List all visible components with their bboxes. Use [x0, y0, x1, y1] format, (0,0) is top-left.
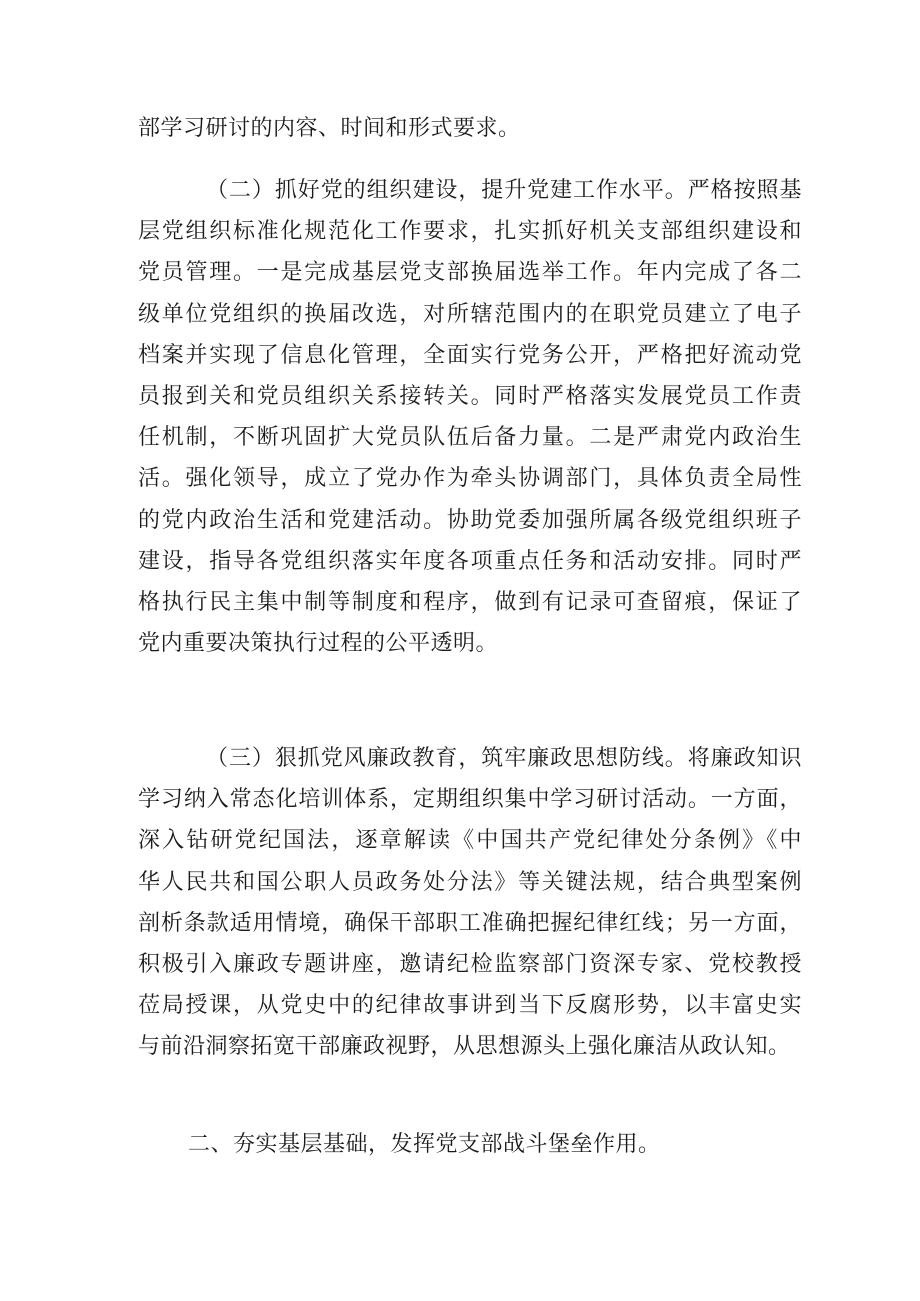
- paragraph-line: 的党内政治生活和党建活动。协助党委加强所属各级党组织班子: [138, 507, 802, 533]
- paragraph-line: （三）狠抓党风廉政教育，筑牢廉政思想防线。将廉政知识: [206, 746, 802, 771]
- paragraph-line: 档案并实现了信息化管理，全面实行党务公开，严格把好流动党: [138, 342, 802, 368]
- paragraph-line: 与前沿洞察拓宽干部廉政视野，从思想源头上强化廉洁从政认知。: [138, 1034, 791, 1060]
- paragraph-line: 部学习研讨的内容、时间和形式要求。: [138, 116, 521, 141]
- paragraph-line: 层党组织标准化规范化工作要求，扎实抓好机关支部组织建设和: [138, 219, 802, 245]
- paragraph-line: 级单位党组织的换届改选，对所辖范围内的在职党员建立了电子: [138, 301, 802, 327]
- paragraph-integrity-education: [138, 738, 802, 1068]
- paragraph-line: 学习纳入常态化培训体系，定期组织集中学习研讨活动。一方面，: [138, 787, 802, 813]
- paragraph-line: 积极引入廉政专题讲座，邀请纪检监察部门资深专家、党校教授: [138, 951, 802, 977]
- paragraph-line: 活。强化领导，成立了党办作为牵头协调部门，具体负责全局性: [138, 466, 802, 492]
- section-heading-text: 二、夯实基层基础，发挥党支部战斗堡垒作用。: [188, 1132, 661, 1157]
- paragraph-continuation: [138, 108, 802, 149]
- paragraph-line: 党内重要决策执行过程的公平透明。: [138, 631, 499, 657]
- paragraph-line: 深入钻研党纪国法，逐章解读《中国共产党纪律处分条例》《中: [138, 828, 802, 854]
- paragraph-line: 格执行民主集中制等制度和程序，做到有记录可查留痕，保证了: [138, 589, 802, 615]
- paragraph-line: 莅局授课，从党史中的纪律故事讲到当下反腐形势，以丰富史实: [138, 993, 802, 1019]
- paragraph-line: 华人民共和国公职人员政务处分法》等关键法规，结合典型案例: [138, 869, 802, 895]
- paragraph-line: 员报到关和党员组织关系接转关。同时严格落实发展党员工作责: [138, 383, 802, 409]
- section-heading: [138, 1124, 802, 1165]
- paragraph-organization-building: [138, 170, 802, 664]
- paragraph-line: 党员管理。一是完成基层党支部换届选举工作。年内完成了各二: [138, 260, 802, 286]
- paragraph-line: 任机制，不断巩固扩大党员队伍后备力量。二是严肃党内政治生: [138, 425, 802, 451]
- paragraph-line: 剖析条款适用情境，确保干部职工准确把握纪律红线；另一方面，: [138, 910, 802, 936]
- paragraph-line: （二）抓好党的组织建设，提升党建工作水平。严格按照基: [206, 178, 802, 203]
- paragraph-line: 建设，指导各党组织落实年度各项重点任务和活动安排。同时严: [138, 548, 802, 574]
